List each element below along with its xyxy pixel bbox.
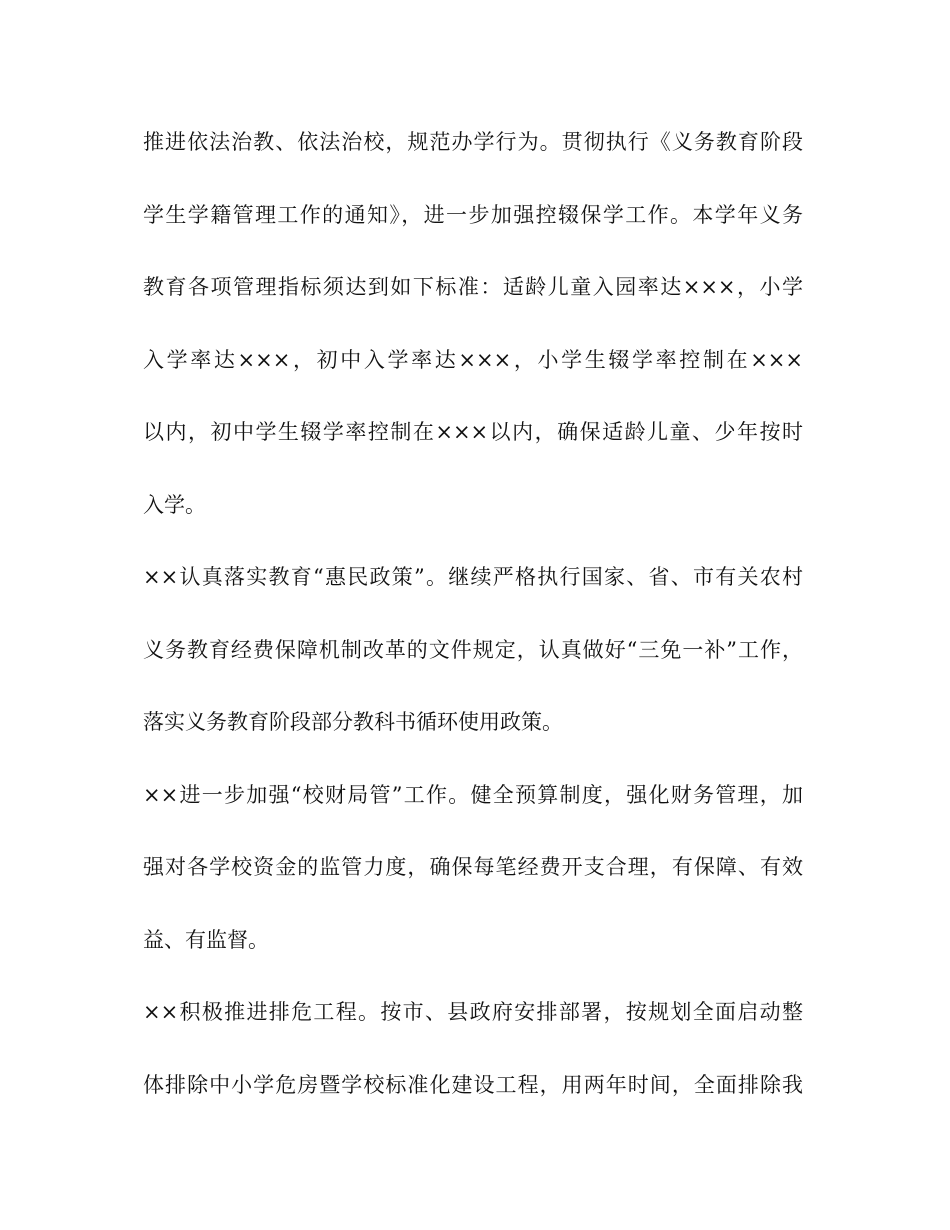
text-line: 入学率达×××，初中入学率达×××，小学生辍学率控制在××× [143, 347, 803, 372]
document-body [143, 120, 803, 1135]
text-line: 推进依法治教、依法治校，规范办学行为。贯彻执行《义务教育阶段 [143, 130, 803, 154]
text-line: 益、有监督。 [143, 927, 269, 952]
text-line: 落实义务教育阶段部分教科书循环使用政策。 [143, 710, 563, 734]
text-line: ××积极推进排危工程。按市、县政府安排部署，按规划全面启动整 [143, 1000, 803, 1024]
text-line: 入学。 [143, 492, 206, 517]
text-line: 义务教育经费保障机制改革的文件规定，认真做好“三免一补”工作， [143, 637, 803, 662]
text-line: 强对各学校资金的监管力度，确保每笔经费开支合理，有保障、有效 [143, 855, 803, 879]
text-line: 学生学籍管理工作的通知》，进一步加强控辍保学工作。本学年义务 [143, 202, 803, 227]
text-line: 以内，初中学生辍学率控制在×××以内，确保适龄儿童、少年按时 [143, 420, 803, 444]
text-line: ××认真落实教育“惠民政策”。继续严格执行国家、省、市有关农村 [143, 565, 803, 589]
text-line: ××进一步加强“校财局管”工作。健全预算制度，强化财务管理，加 [143, 782, 803, 807]
text-line: 教育各项管理指标须达到如下标准：适龄儿童入园率达×××，小学 [143, 275, 803, 299]
text-line: 体排除中小学危房暨学校标准化建设工程，用两年时间，全面排除我 [143, 1072, 803, 1097]
